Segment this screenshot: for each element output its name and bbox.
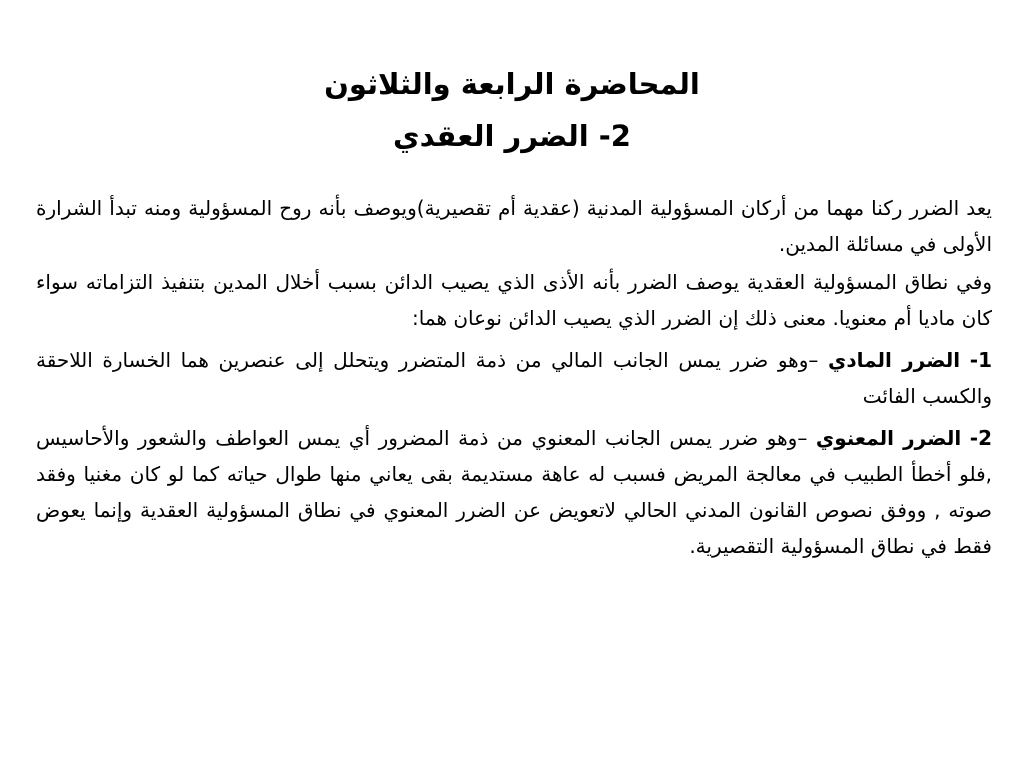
paragraph-intro: يعد الضرر ركنا مهما من أركان المسؤولية المدنية (عقدية أم تقصيرية)ويوصف بأنه روح المسؤولية ومنه تبدأ الشرارة الأولى في مسائلة المدين. xyxy=(36,196,992,256)
item-text: –وهو ضرر يمس الجانب المعنوي من ذمة المضرور أي يمس العواطف والشعور والأحاسيس ,فلو أخطأ الطبيب في معالجة المريض فسبب له عاهة مستديمة بقى يعاني منها طوال حياته كما لو كان مغنيا وفقد صوته , ووفق نصوص القانون المدني الحالي لاتعويض عن الضرر المعنوي في نطاق المسؤولية العقدية وإنما يعوض فقط في نطاق المسؤولية التقصيرية. xyxy=(36,426,992,558)
slide-body xyxy=(36,190,992,570)
title-line-1: المحاضرة الرابعة والثلاثون xyxy=(324,67,700,101)
item-text: –وهو ضرر يمس الجانب المالي من ذمة المتضرر ويتحلل إلى عنصرين هما الخسارة اللاحقة والكسب الفائت xyxy=(36,348,992,408)
list-item-moral-damage xyxy=(36,420,992,564)
slide-title xyxy=(0,58,1024,162)
item-number: 2- xyxy=(969,426,992,450)
paragraph-scope: وفي نطاق المسؤولية العقدية يوصف الضرر بأنه الأذى الذي يصيب الدائن بسبب أخلال المدين بتنفيذ التزاماته سواء كان ماديا أم معنويا. معنى ذلك إن الضرر الذي يصيب الدائن نوعان هما: xyxy=(36,270,992,330)
item-term: الضرر المعنوي xyxy=(815,426,962,450)
item-number: 1- xyxy=(969,348,993,372)
list-item-material-damage xyxy=(36,342,992,414)
title-line-2: 2- الضرر العقدي xyxy=(393,119,631,153)
item-term: الضرر المادي xyxy=(828,348,961,372)
